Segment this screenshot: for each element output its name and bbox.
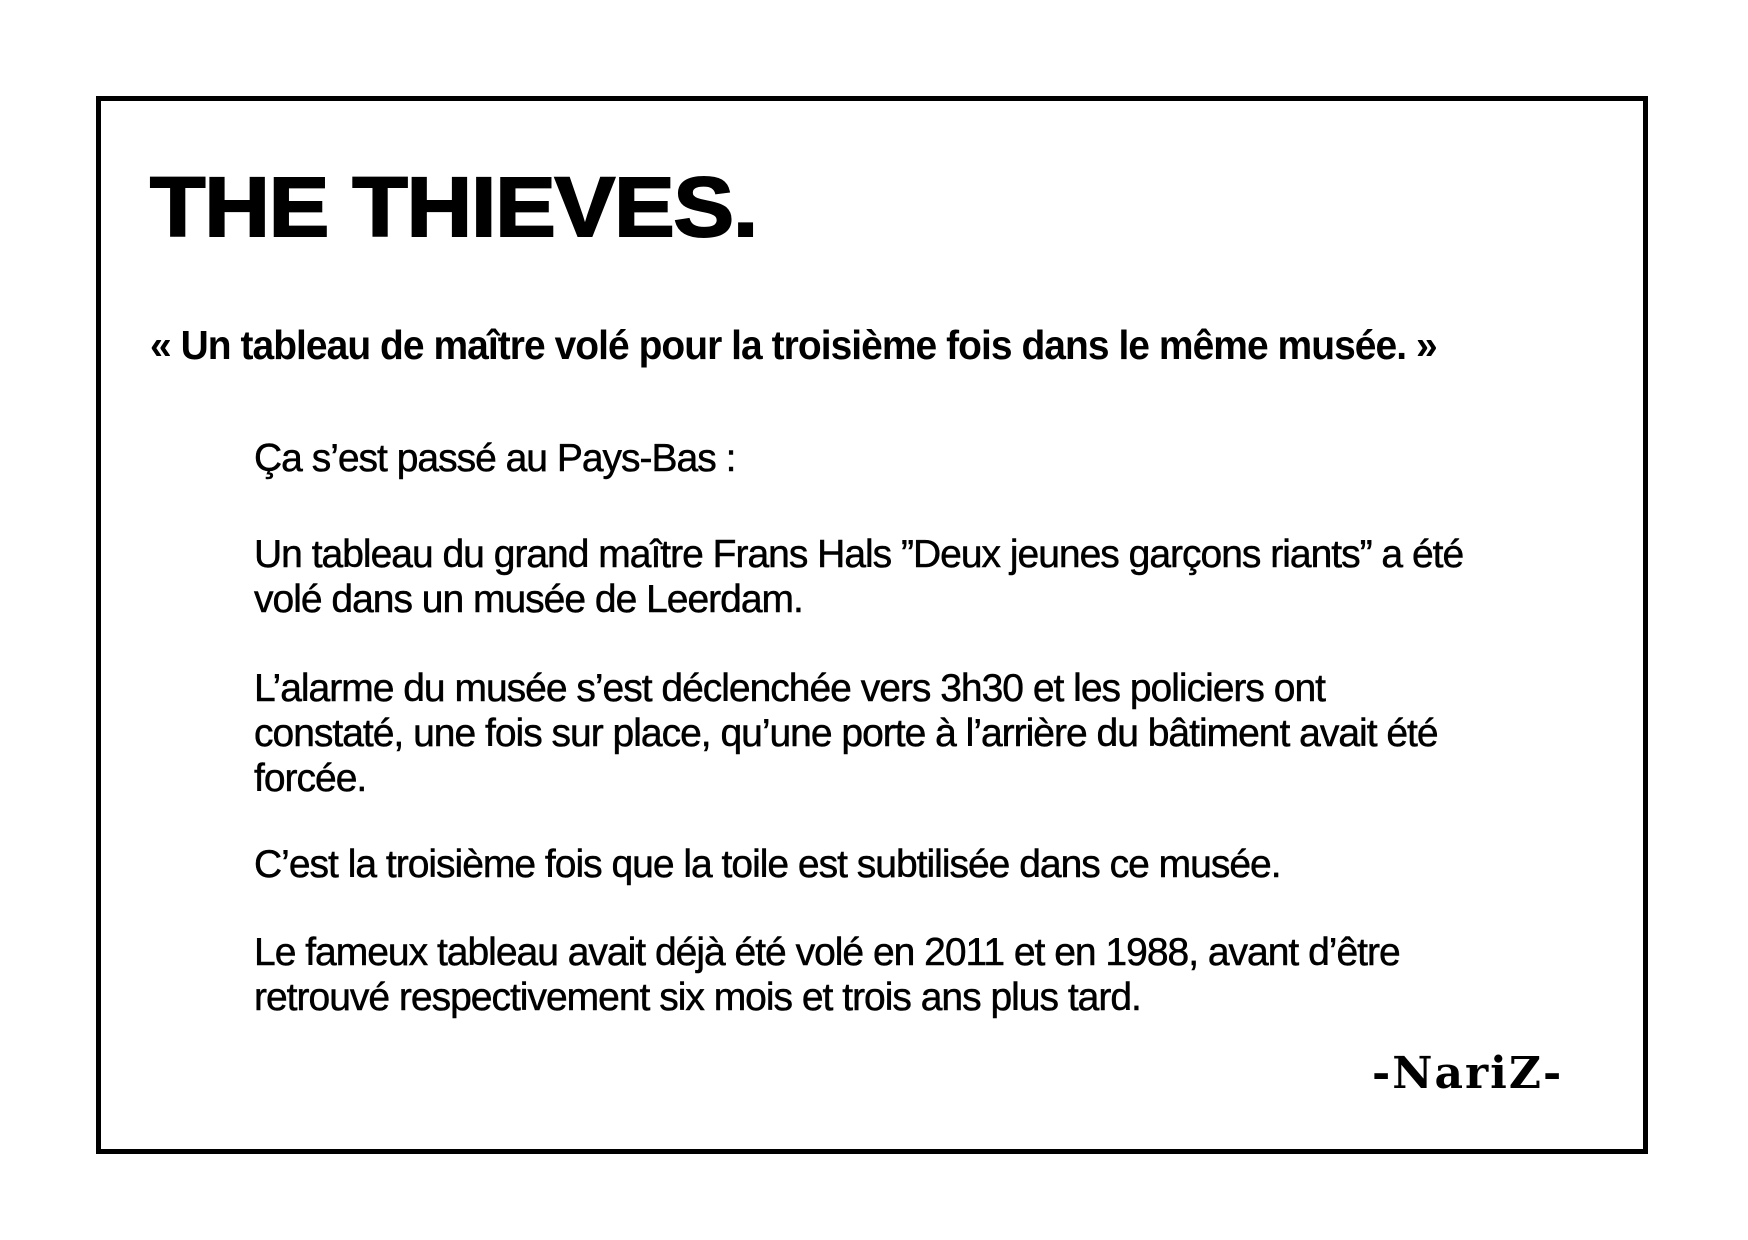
paragraph: C’est la troisième fois que la toile est subtilisée dans ce musée. bbox=[254, 843, 1281, 886]
paragraph: Ça s’est passé au Pays-Bas : bbox=[254, 437, 736, 480]
paragraph: Un tableau du grand maître Frans Hals ”Deux jeunes garçons riants” a été volé dans un musée de Leerdam. bbox=[254, 533, 1464, 621]
document-title: THE THIEVES. bbox=[150, 160, 758, 254]
paragraph: Le fameux tableau avait déjà été volé en 2011 et en 1988, avant d’être retrouvé respectivement six mois et trois ans plus tard. bbox=[254, 931, 1400, 1019]
author-signature: -NariZ- bbox=[1372, 1048, 1564, 1099]
paragraph: L’alarme du musée s’est déclenchée vers 3h30 et les policiers ont constaté, une fois sur place, qu’une porte à l’arrière du bâtiment avait été forcée. bbox=[254, 667, 1438, 800]
document-subtitle: « Un tableau de maître volé pour la troisième fois dans le même musée. » bbox=[150, 322, 1437, 368]
